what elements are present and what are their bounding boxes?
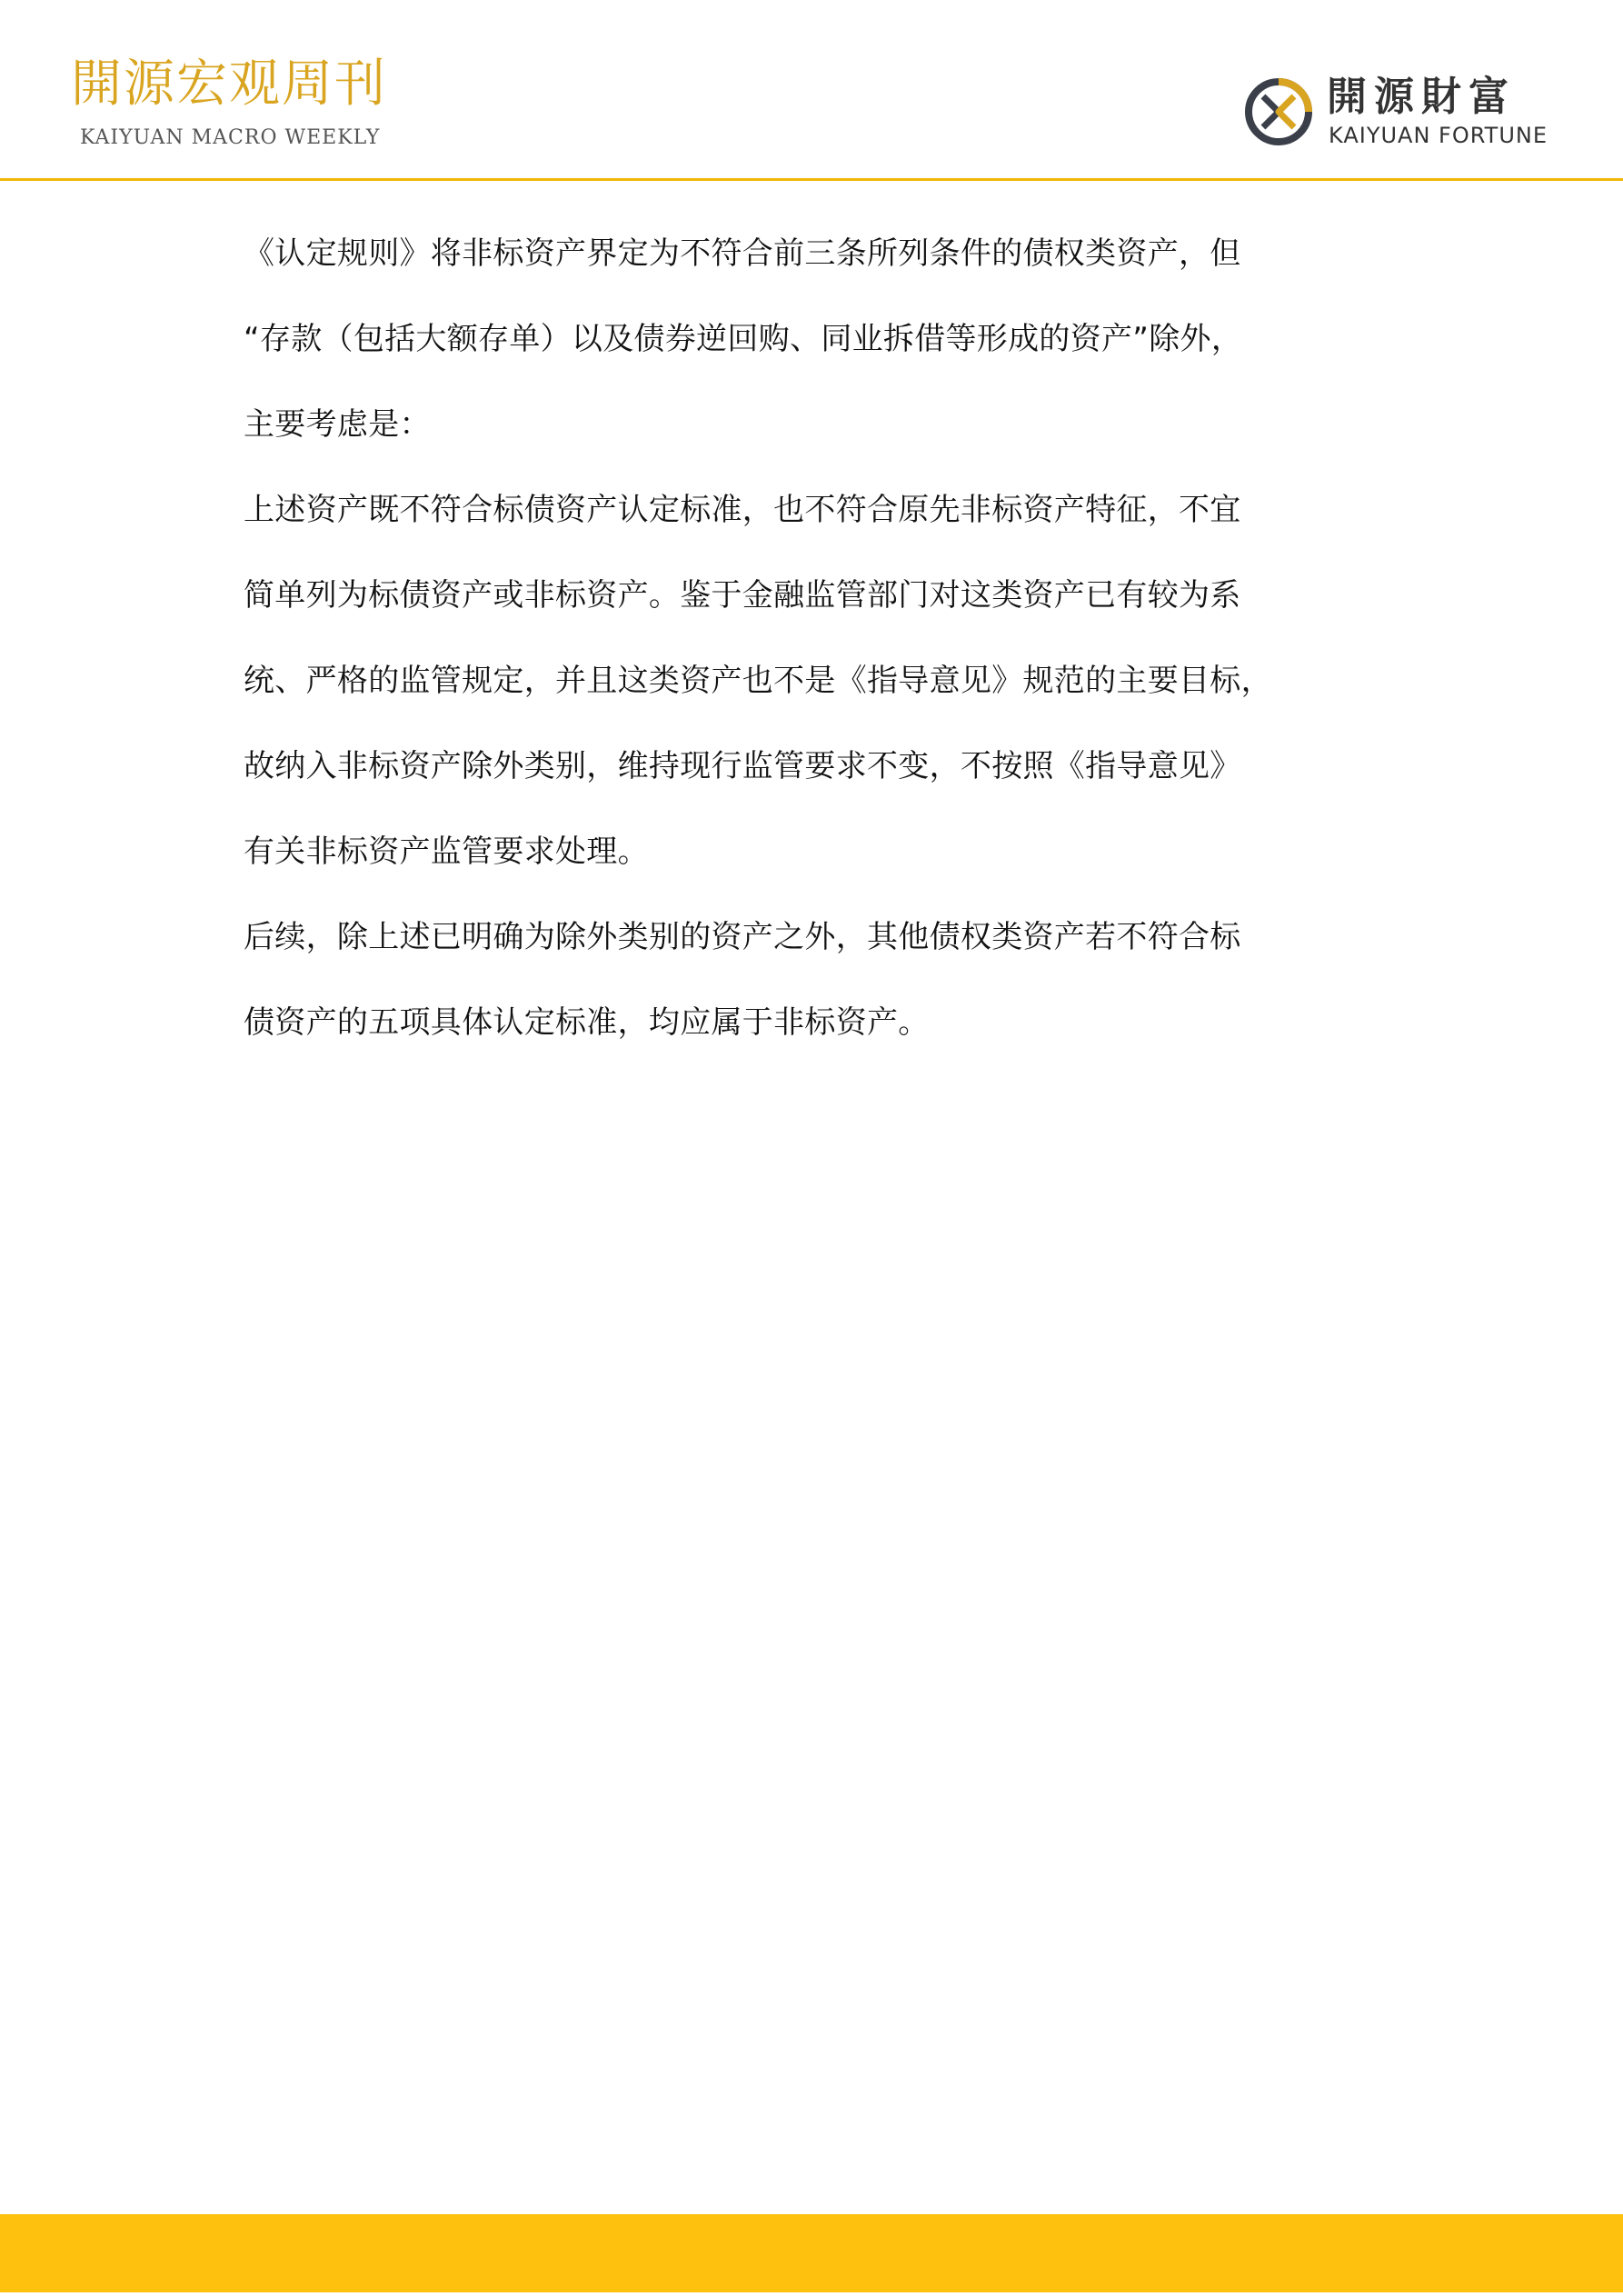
text-line: 《认定规则》将非标资产界定为不符合前三条所列条件的债权类资产，但	[244, 235, 1241, 272]
page-header	[0, 0, 1623, 178]
body-text	[244, 211, 1379, 1065]
footer-bar	[0, 2214, 1623, 2292]
text-line: 上述资产既不符合标债资产认定标准，也不符合原先非标资产特征，不宜	[244, 492, 1241, 528]
text-line: “存款（包括大额存单）以及债券逆回购、同业拆借等形成的资产”除外，	[244, 321, 1243, 357]
publication-subtitle: KAIYUAN MACRO WEEKLY	[80, 126, 381, 149]
logo-chinese-name: 開源財富	[1327, 74, 1516, 120]
kaiyuan-logo-icon	[1243, 76, 1314, 147]
text-line: 统、严格的监管规定，并且这类资产也不是《指导意见》规范的主要目标，	[244, 663, 1272, 699]
text-line: 有关非标资产监管要求处理。	[244, 834, 649, 870]
logo-english-name: KAIYUAN FORTUNE	[1329, 123, 1548, 148]
header-divider	[0, 178, 1623, 181]
publication-title: 開源宏观周刊	[71, 55, 387, 114]
text-line: 后续，除上述已明确为除外类别的资产之外，其他债权类资产若不符合标	[244, 919, 1241, 955]
text-line: 故纳入非标资产除外类别，维持现行监管要求不变，不按照《指导意见》	[244, 748, 1241, 784]
text-line: 简单列为标债资产或非标资产。鉴于金融监管部门对这类资产已有较为系	[244, 577, 1241, 614]
text-line: 债资产的五项具体认定标准，均应属于非标资产。	[244, 1004, 930, 1041]
text-line: 主要考虑是：	[244, 406, 431, 443]
brand-logo	[1243, 73, 1570, 155]
